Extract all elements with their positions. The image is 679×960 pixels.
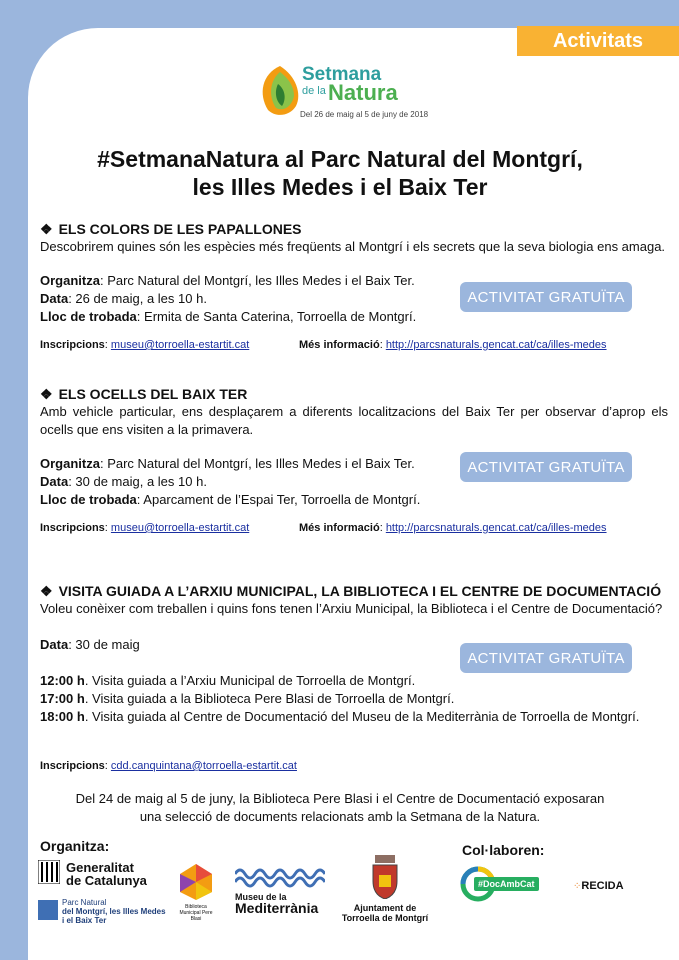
recida-logo	[573, 881, 624, 892]
schedule-item	[40, 708, 668, 726]
info-label: Més informació	[299, 339, 380, 351]
inscripcions-email-link[interactable]: cdd.canquintana@torroella-estartit.cat	[110, 760, 297, 772]
title-line-2: les Illes Medes i el Baix Ter	[192, 174, 488, 200]
info-label: Més informació	[299, 522, 380, 534]
inscripcions-label: Inscripcions	[40, 339, 105, 351]
museu-line-2: Mediterrània	[235, 900, 319, 916]
diamond-bullet-icon: ❖	[40, 583, 53, 599]
inscripcions-email-link[interactable]: museu@torroella-estartit.cat	[110, 339, 250, 351]
activity-title-text: ELS OCELLS DEL BAIX TER	[58, 386, 248, 402]
parc-line-1: Parc Natural	[62, 898, 107, 907]
schedule-time: 17:00 h	[40, 691, 85, 706]
info-url-link[interactable]: http://parcsnaturals.gencat.cat/ca/illes-medes	[385, 339, 607, 351]
free-activity-button[interactable]: ACTIVITAT GRATUÏTA	[460, 643, 632, 673]
generalitat-line-2: de Catalunya	[66, 873, 147, 888]
schedule-item	[40, 672, 668, 690]
data-label: Data	[40, 474, 69, 489]
parc-natural-icon	[38, 900, 58, 920]
inscripcions-email-link[interactable]: museu@torroella-estartit.cat	[110, 522, 250, 534]
ajuntament-line-1: Ajuntament de	[353, 903, 417, 913]
organitza-heading: Organitza:	[40, 838, 110, 854]
activity-1-links: Inscripcions: museu@torroella-estartit.cat	[40, 339, 250, 351]
organitza-value: : Parc Natural del Montgrí, les Illes Medes i el Baix Ter.	[99, 456, 415, 471]
exhibition-note	[40, 790, 640, 826]
docambcat-logo	[460, 866, 540, 902]
parc-line-3: i el Baix Ter	[62, 916, 107, 925]
activity-title-text: VISITA GUIADA A L’ARXIU MUNICIPAL, LA BIBLIOTECA I EL CENTRE DE DOCUMENTACIÓ	[58, 583, 662, 599]
activitats-tab: Activitats	[517, 26, 679, 56]
lloc-line	[40, 491, 668, 509]
ajuntament-line-2: Torroella de Montgrí	[341, 913, 429, 923]
free-activity-button[interactable]: ACTIVITAT GRATUÏTA	[460, 282, 632, 312]
data-label: Data	[40, 291, 69, 306]
lloc-label: Lloc de trobada	[40, 309, 137, 324]
schedule-text: . Visita guiada a l’Arxiu Municipal de Torroella de Montgrí.	[84, 673, 416, 688]
lloc-value: : Ermita de Santa Caterina, Torroella de Montgrí.	[136, 309, 417, 324]
inscripcions-label: Inscripcions	[40, 760, 105, 772]
data-value: : 30 de maig	[68, 637, 140, 652]
organitza-label: Organitza	[40, 456, 100, 471]
activity-title	[40, 220, 668, 238]
exhibition-note-line-2: una selecció de documents relacionats amb la Setmana de la Natura.	[139, 809, 541, 824]
schedule-text: . Visita guiada al Centre de Documentació del Museu de la Mediterrània de Torroella de Montgrí.	[84, 709, 640, 724]
data-label: Data	[40, 637, 69, 652]
biblioteca-text: Biblioteca Municipal Pere Blasi	[179, 904, 213, 922]
activity-title	[40, 385, 668, 403]
activity-2-info: Més informació: http://parcsnaturals.gencat.cat/ca/illes-medes	[299, 522, 607, 534]
waves-icon	[235, 866, 325, 888]
schedule-time: 12:00 h	[40, 673, 85, 688]
activity-title-text: ELS COLORS DE LES PAPALLONES	[58, 221, 302, 237]
page-title	[40, 145, 640, 201]
senyera-icon	[38, 860, 60, 884]
biblioteca-logo	[174, 862, 218, 922]
activity-1-info: Més informació: http://parcsnaturals.gencat.cat/ca/illes-medes	[299, 339, 607, 351]
generalitat-line-1: Generalitat	[66, 860, 134, 875]
col-laboren-heading: Col·laboren:	[462, 842, 545, 858]
biblioteca-emblem-icon	[176, 862, 216, 902]
activity-title	[40, 582, 668, 600]
organitza-label: Organitza	[40, 273, 100, 288]
museu-line-1: Museu de la	[235, 892, 287, 902]
data-value: : 26 de maig, a les 10 h.	[68, 291, 207, 306]
activity-description: Voleu conèixer com treballen i quins fons tenen l’Arxiu Municipal, la Biblioteca i el Centre de Documentació?	[40, 601, 663, 616]
organitza-value: : Parc Natural del Montgrí, les Illes Medes i el Baix Ter.	[99, 273, 415, 288]
logo-word-natura: Natura	[328, 80, 398, 105]
leaf-icon	[256, 64, 304, 120]
lloc-value: : Aparcament de l’Espai Ter, Torroella de Montgrí.	[136, 492, 421, 507]
left-band	[0, 0, 28, 960]
exhibition-note-line-1: Del 24 de maig al 5 de juny, la Biblioteca Pere Blasi i el Centre de Documentació exposaran	[75, 791, 605, 806]
recida-text: RECIDA	[581, 880, 624, 892]
info-url-link[interactable]: http://parcsnaturals.gencat.cat/ca/illes-medes	[385, 522, 607, 534]
inscripcions-label: Inscripcions	[40, 522, 105, 534]
schedule-text: . Visita guiada a la Biblioteca Pere Blasi de Torroella de Montgrí.	[84, 691, 455, 706]
schedule-time: 18:00 h	[40, 709, 85, 724]
data-value: : 30 de maig, a les 10 h.	[68, 474, 207, 489]
lloc-label: Lloc de trobada	[40, 492, 137, 507]
activity-description: Descobrirem quines són les espècies més freqüents al Montgrí i els secrets que la seva biologia ens amaga.	[40, 239, 666, 254]
schedule-item	[40, 690, 668, 708]
activity-3-links: Inscripcions: cdd.canquintana@torroella-estartit.cat	[40, 760, 297, 772]
recida-dots-icon: ⁘	[573, 881, 582, 892]
activity-2-links: Inscripcions: museu@torroella-estartit.cat	[40, 522, 250, 534]
parc-line-2: del Montgrí, les Illes Medes	[62, 907, 166, 916]
logo-dates: Del 26 de maig al 5 de juny de 2018	[300, 110, 429, 119]
activity-2	[40, 385, 668, 509]
logo-word-setmana: Setmana	[302, 64, 382, 85]
diamond-bullet-icon: ❖	[40, 386, 53, 402]
docambcat-text: #DocAmbCat	[474, 877, 539, 891]
coat-of-arms-icon	[371, 855, 399, 899]
title-line-1: #SetmanaNatura al Parc Natural del Montgrí,	[97, 146, 583, 172]
activity-description: Amb vehicle particular, ens desplaçarem a diferents localitzacions del Baix Ter per observar d’aprop els ocells que ens visiten a la primavera.	[40, 404, 668, 437]
diamond-bullet-icon: ❖	[40, 221, 53, 237]
logo-word-dela: de la	[302, 85, 326, 97]
free-activity-button[interactable]: ACTIVITAT GRATUÏTA	[460, 452, 632, 482]
